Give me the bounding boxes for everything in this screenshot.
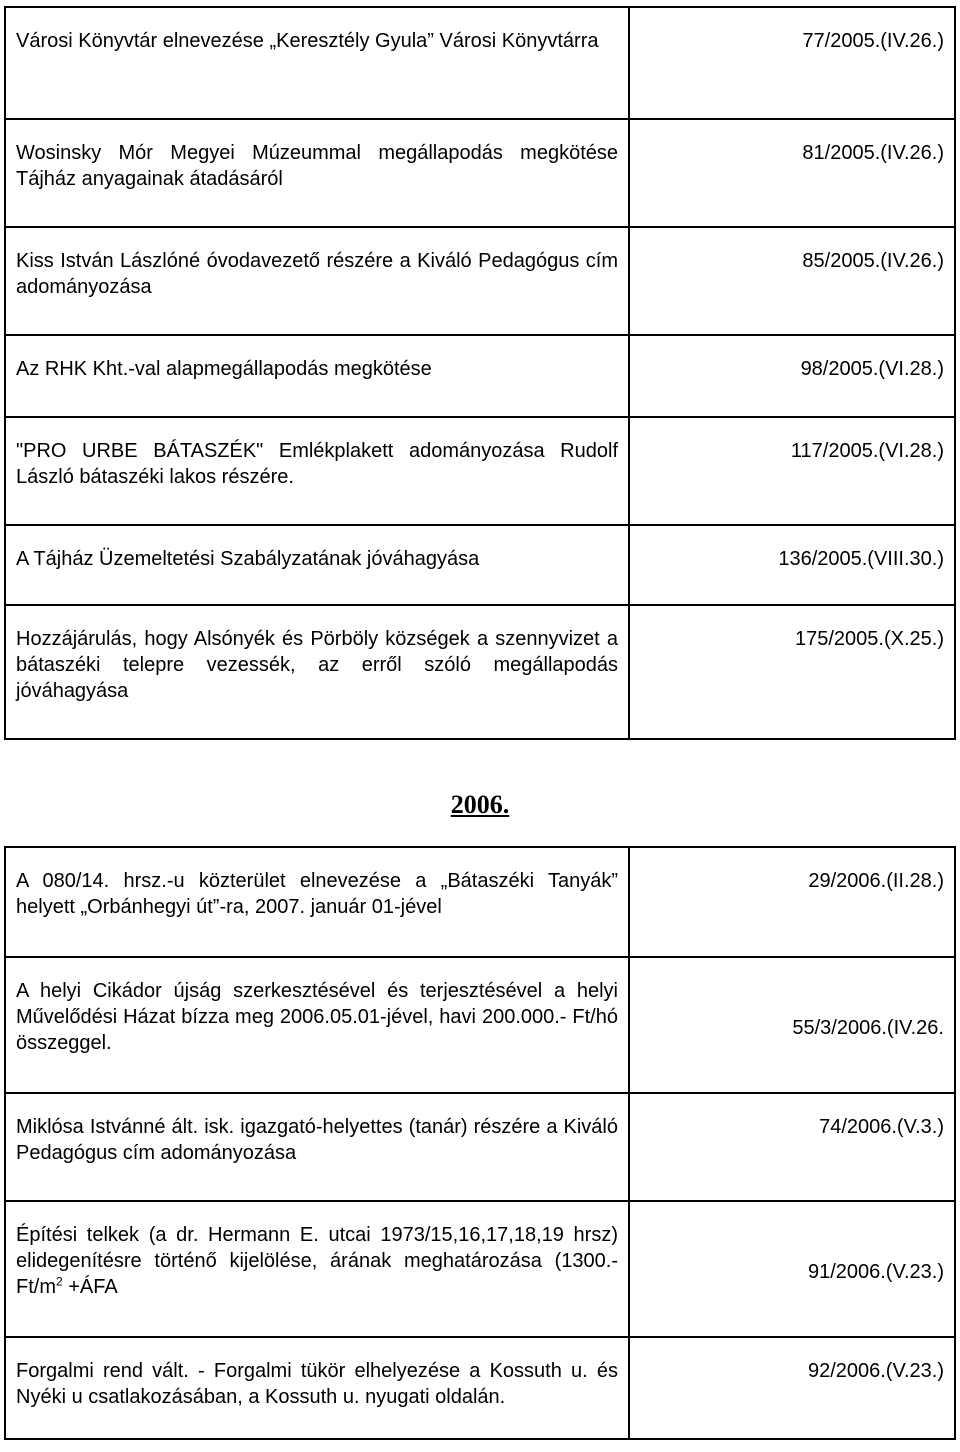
description-text-after: +ÁFA xyxy=(62,1276,118,1298)
resolution-number: 91/2006.(V.23.) xyxy=(629,1201,955,1337)
resolution-number: 77/2005.(IV.26.) xyxy=(629,7,955,119)
table-row xyxy=(5,1201,955,1337)
resolution-description: Kiss István Lászlóné óvodavezető részére a Kiváló Pedagógus cím adományozása xyxy=(5,227,629,335)
table-row xyxy=(5,417,955,525)
table-row xyxy=(5,847,955,957)
year-heading: 2006. xyxy=(450,790,510,819)
resolution-description: Wosinsky Mór Megyei Múzeummal megállapodás megkötése Tájház anyagainak átadásáról xyxy=(5,119,629,227)
resolution-description: Az RHK Kht.-val alapmegállapodás megkötése xyxy=(5,335,629,417)
resolution-number: 136/2005.(VIII.30.) xyxy=(629,525,955,605)
description-text: Építési telkek (a dr. Hermann E. utcai 1973/15,16,17,18,19 hrsz) elidegenítésre történő kijelölése, árának meghatározása (1300.- Ft/m xyxy=(16,1224,618,1298)
resolution-description xyxy=(5,1201,629,1337)
table-row xyxy=(5,957,955,1093)
resolution-description: Hozzájárulás, hogy Alsónyék és Pörböly községek a szennyvizet a bátaszéki telepre vezessék, az erről szóló megállapodás jóváhagyása xyxy=(5,605,629,739)
resolution-description: A helyi Cikádor újság szerkesztésével és terjesztésével a helyi Művelődési Házat bízza meg 2006.05.01-jével, havi 200.000.- Ft/hó összeggel. xyxy=(5,957,629,1093)
resolution-description: Miklósa Istvánné ált. isk. igazgató-helyettes (tanár) részére a Kiváló Pedagógus cím adományozása xyxy=(5,1093,629,1201)
resolution-description: Forgalmi rend vált. - Forgalmi tükör elhelyezése a Kossuth u. és Nyéki u csatlakozásában, a Kossuth u. nyugati oldalán. xyxy=(5,1337,629,1439)
resolutions-table-2006 xyxy=(4,846,956,1440)
resolution-number: 98/2005.(VI.28.) xyxy=(629,335,955,417)
table-row xyxy=(5,525,955,605)
resolution-description: "PRO URBE BÁTASZÉK" Emlékplakett adományozása Rudolf László bátaszéki lakos részére. xyxy=(5,417,629,525)
table-row xyxy=(5,335,955,417)
resolution-number: 81/2005.(IV.26.) xyxy=(629,119,955,227)
resolution-description: A 080/14. hrsz.-u közterület elnevezése a „Bátaszéki Tanyák” helyett „Orbánhegyi út”-ra, 2007. január 01-jével xyxy=(5,847,629,957)
resolution-number: 117/2005.(VI.28.) xyxy=(629,417,955,525)
table-row xyxy=(5,1093,955,1201)
table-row xyxy=(5,605,955,739)
table-row xyxy=(5,227,955,335)
resolution-number: 92/2006.(V.23.) xyxy=(629,1337,955,1439)
table-row xyxy=(5,119,955,227)
resolutions-table-2005 xyxy=(4,6,956,740)
table-row xyxy=(5,7,955,119)
resolution-number: 85/2005.(IV.26.) xyxy=(629,227,955,335)
resolution-number: 74/2006.(V.3.) xyxy=(629,1093,955,1201)
superscript-exponent: 2 xyxy=(56,1274,63,1289)
resolution-number: 29/2006.(II.28.) xyxy=(629,847,955,957)
resolution-number: 175/2005.(X.25.) xyxy=(629,605,955,739)
resolution-number: 55/3/2006.(IV.26. xyxy=(629,957,955,1093)
resolution-description: Városi Könyvtár elnevezése „Keresztély Gyula” Városi Könyvtárra xyxy=(5,7,629,119)
resolution-description: A Tájház Üzemeltetési Szabályzatának jóváhagyása xyxy=(5,525,629,605)
table-row xyxy=(5,1337,955,1439)
